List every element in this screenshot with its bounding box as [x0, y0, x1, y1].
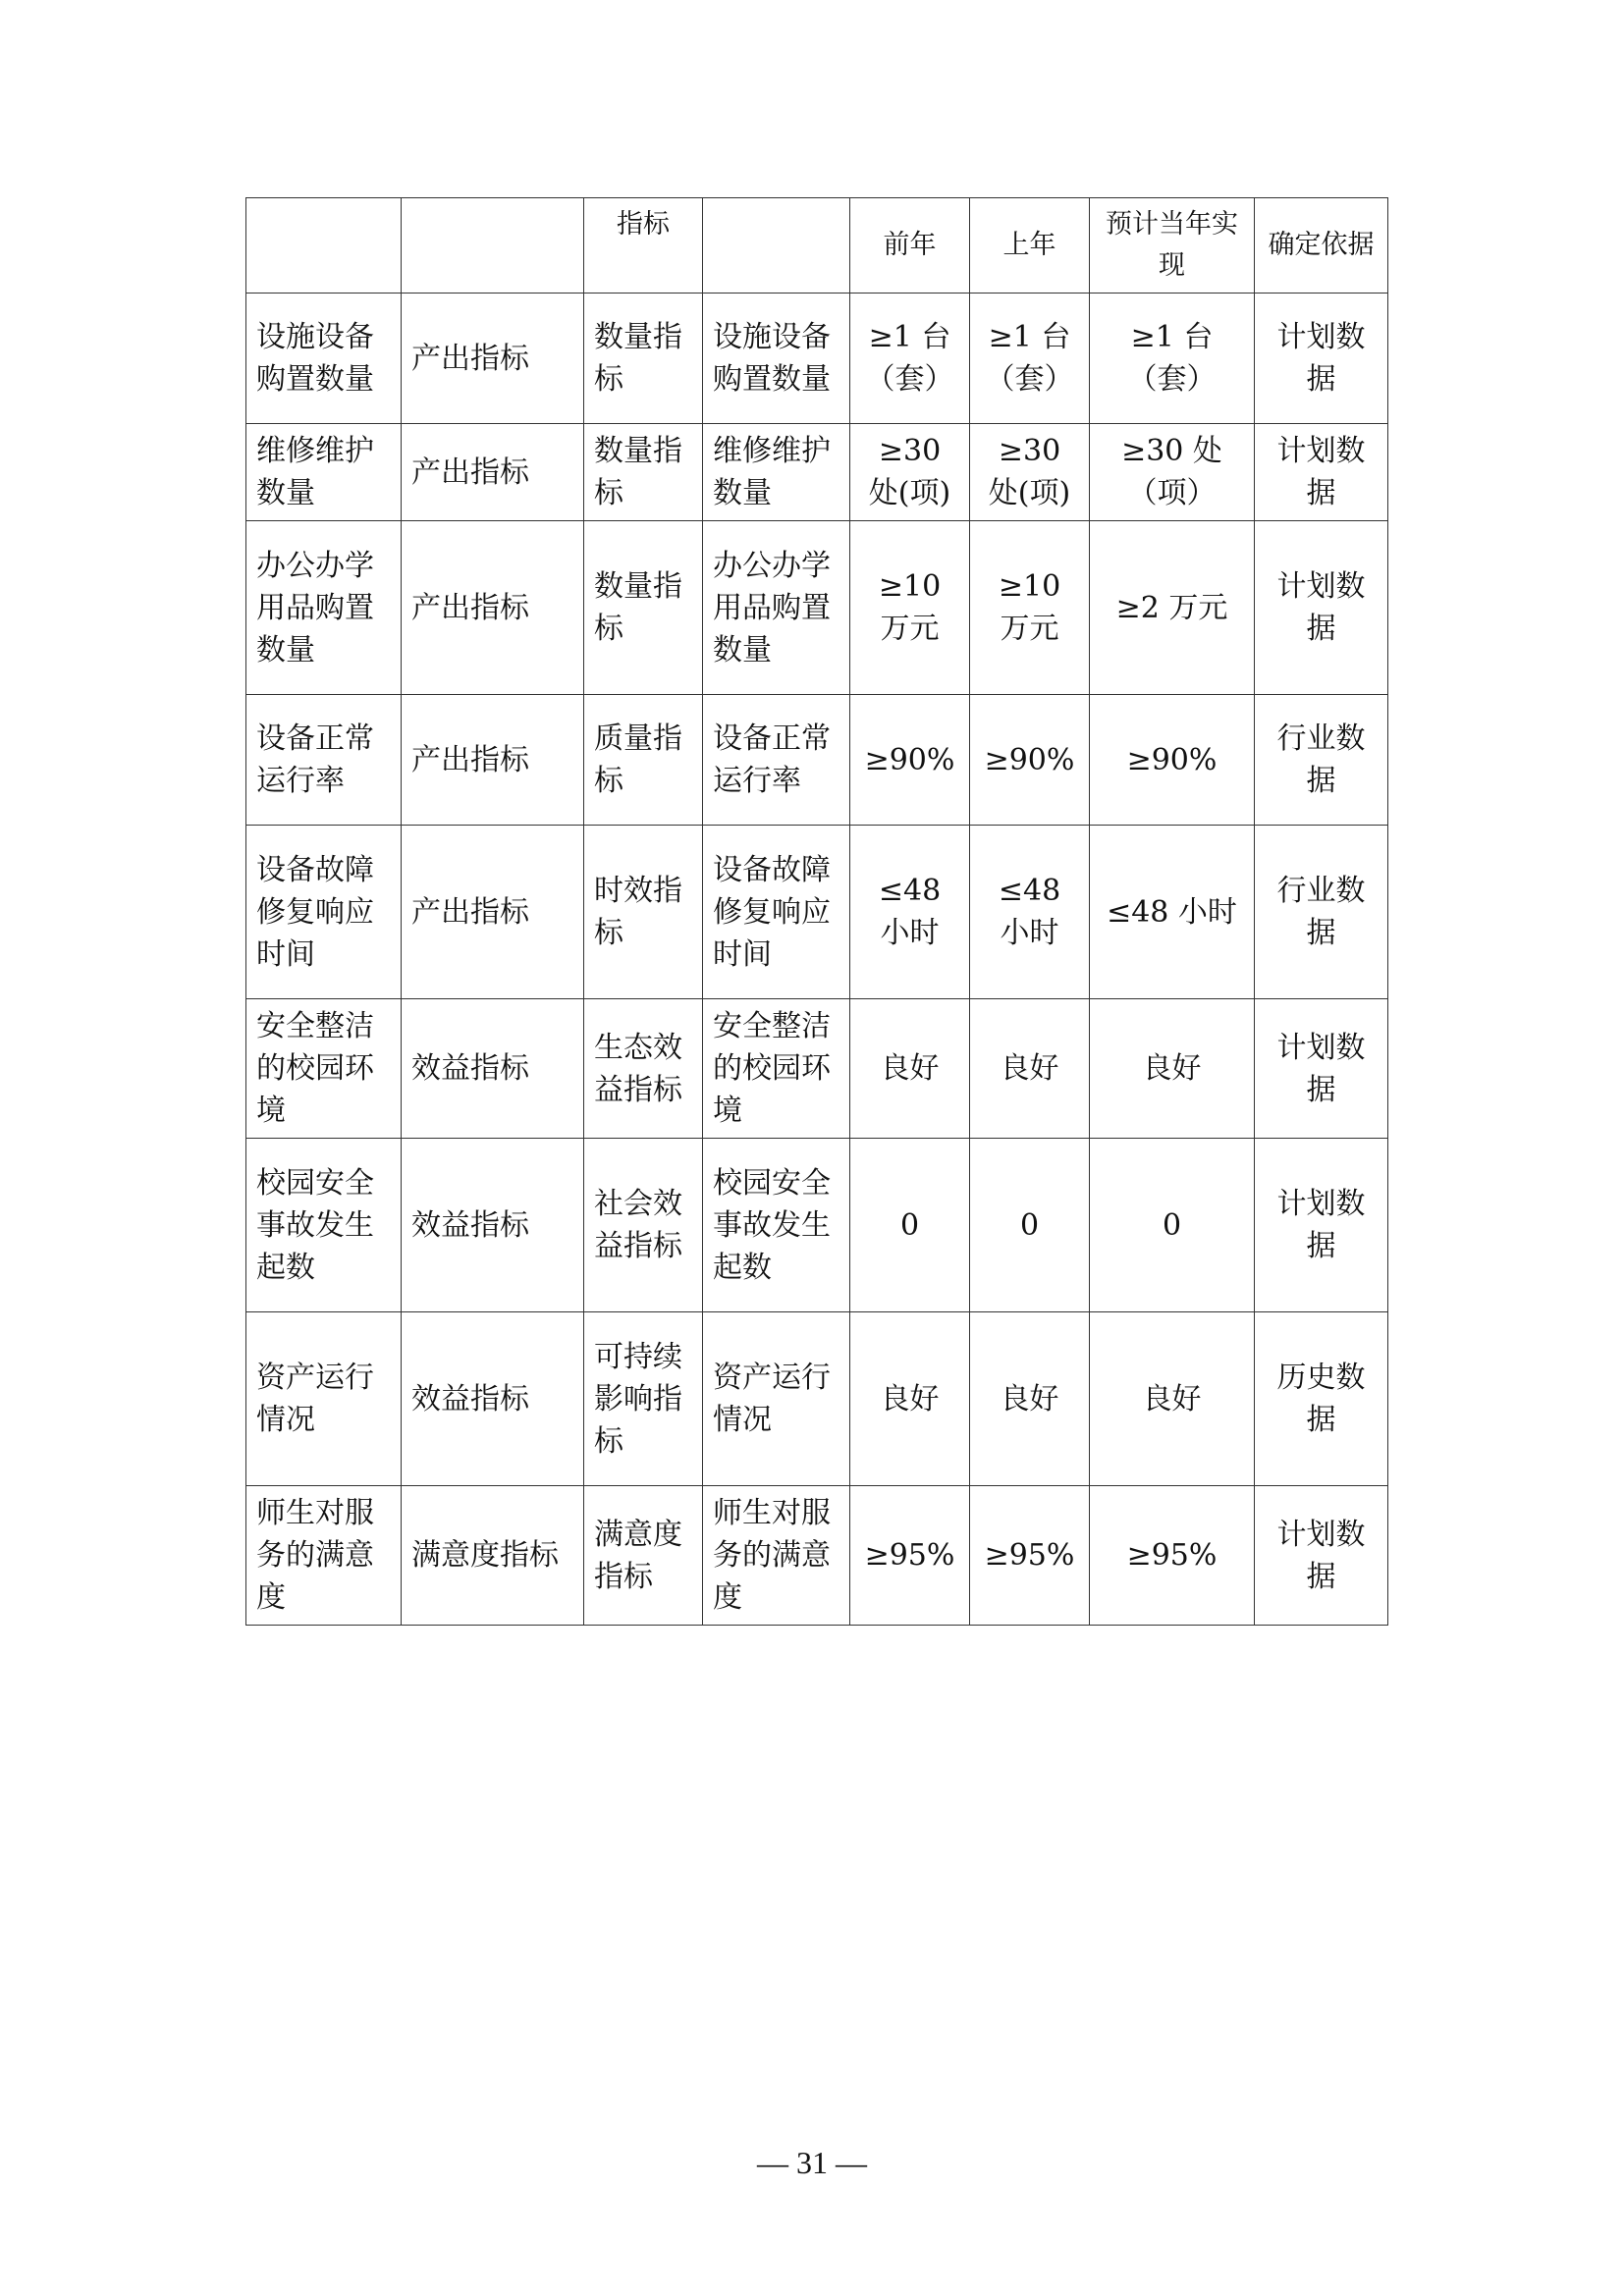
- table-row: [246, 695, 1388, 826]
- indicator-name: 师生对服务的满意度: [246, 1486, 402, 1626]
- level1-indicator: 产出指标: [402, 294, 584, 424]
- header-cell: [402, 198, 584, 294]
- table-row: [246, 1139, 1388, 1312]
- table-row: [246, 424, 1388, 521]
- level2-indicator: 数量指标: [584, 424, 703, 521]
- basis: 计划数据: [1255, 1486, 1388, 1626]
- value-year-before-last: ≥10 万元: [850, 521, 970, 695]
- basis: 行业数据: [1255, 826, 1388, 999]
- value-year-before-last: 良好: [850, 1312, 970, 1486]
- value-last-year: ≥90%: [970, 695, 1090, 826]
- level3-indicator: 办公办学用品购置数量: [703, 521, 850, 695]
- level2-indicator: 满意度指标: [584, 1486, 703, 1626]
- level3-indicator: 安全整洁的校园环境: [703, 999, 850, 1139]
- page-number: — 31 —: [757, 2145, 867, 2180]
- table-row: [246, 826, 1388, 999]
- level3-indicator: 维修维护数量: [703, 424, 850, 521]
- table-row: [246, 1486, 1388, 1626]
- header-cell-indicator: 指标: [584, 198, 703, 294]
- level1-indicator: 效益指标: [402, 1139, 584, 1312]
- value-year-before-last: 良好: [850, 999, 970, 1139]
- basis: 计划数据: [1255, 999, 1388, 1139]
- indicator-name: 设备故障修复响应时间: [246, 826, 402, 999]
- level2-indicator: 社会效益指标: [584, 1139, 703, 1312]
- value-current-year: 0: [1090, 1139, 1255, 1312]
- basis: 行业数据: [1255, 695, 1388, 826]
- header-cell: [703, 198, 850, 294]
- header-cell-basis: 确定依据: [1255, 198, 1388, 294]
- level1-indicator: 效益指标: [402, 999, 584, 1139]
- header-cell: [246, 198, 402, 294]
- level1-indicator: 产出指标: [402, 424, 584, 521]
- level1-indicator: 满意度指标: [402, 1486, 584, 1626]
- basis: 计划数据: [1255, 521, 1388, 695]
- value-current-year: ≥30 处（项）: [1090, 424, 1255, 521]
- value-year-before-last: 0: [850, 1139, 970, 1312]
- indicator-name: 设备正常运行率: [246, 695, 402, 826]
- indicator-name: 办公办学用品购置数量: [246, 521, 402, 695]
- header-cell-year-before-last: 前年: [850, 198, 970, 294]
- table-row: [246, 294, 1388, 424]
- level3-indicator: 校园安全事故发生起数: [703, 1139, 850, 1312]
- value-last-year: 良好: [970, 999, 1090, 1139]
- indicator-name: 维修维护数量: [246, 424, 402, 521]
- value-current-year: ≥95%: [1090, 1486, 1255, 1626]
- level3-indicator: 师生对服务的满意度: [703, 1486, 850, 1626]
- value-last-year: ≥95%: [970, 1486, 1090, 1626]
- basis: 计划数据: [1255, 424, 1388, 521]
- basis: 历史数据: [1255, 1312, 1388, 1486]
- table-row: [246, 999, 1388, 1139]
- level2-indicator: 数量指标: [584, 521, 703, 695]
- level1-indicator: 产出指标: [402, 695, 584, 826]
- value-year-before-last: ≥30 处(项): [850, 424, 970, 521]
- basis: 计划数据: [1255, 1139, 1388, 1312]
- value-last-year: ≥30 处(项): [970, 424, 1090, 521]
- level2-indicator: 生态效益指标: [584, 999, 703, 1139]
- value-current-year: ≥2 万元: [1090, 521, 1255, 695]
- value-last-year: ≤48 小时: [970, 826, 1090, 999]
- indicator-name: 安全整洁的校园环境: [246, 999, 402, 1139]
- value-last-year: 0: [970, 1139, 1090, 1312]
- value-current-year: ≥90%: [1090, 695, 1255, 826]
- value-year-before-last: ≥95%: [850, 1486, 970, 1626]
- header-cell-last-year: 上年: [970, 198, 1090, 294]
- level2-indicator: 时效指标: [584, 826, 703, 999]
- header-cell-current-year: 预计当年实现: [1090, 198, 1255, 294]
- table-row: [246, 1312, 1388, 1486]
- value-current-year: ≥1 台（套）: [1090, 294, 1255, 424]
- level1-indicator: 效益指标: [402, 1312, 584, 1486]
- indicator-name: 校园安全事故发生起数: [246, 1139, 402, 1312]
- performance-indicator-table: [245, 197, 1388, 1626]
- level2-indicator: 质量指标: [584, 695, 703, 826]
- level3-indicator: 设备故障修复响应时间: [703, 826, 850, 999]
- level3-indicator: 设备正常运行率: [703, 695, 850, 826]
- value-year-before-last: ≥1 台（套）: [850, 294, 970, 424]
- level1-indicator: 产出指标: [402, 521, 584, 695]
- value-last-year: ≥10 万元: [970, 521, 1090, 695]
- level1-indicator: 产出指标: [402, 826, 584, 999]
- level2-indicator: 可持续影响指标: [584, 1312, 703, 1486]
- value-last-year: 良好: [970, 1312, 1090, 1486]
- value-current-year: ≤48 小时: [1090, 826, 1255, 999]
- indicator-name: 设施设备购置数量: [246, 294, 402, 424]
- value-current-year: 良好: [1090, 999, 1255, 1139]
- table-row: [246, 521, 1388, 695]
- basis: 计划数据: [1255, 294, 1388, 424]
- level2-indicator: 数量指标: [584, 294, 703, 424]
- table-header-row: [246, 198, 1388, 294]
- level3-indicator: 资产运行情况: [703, 1312, 850, 1486]
- indicator-name: 资产运行情况: [246, 1312, 402, 1486]
- value-year-before-last: ≥90%: [850, 695, 970, 826]
- value-last-year: ≥1 台（套）: [970, 294, 1090, 424]
- level3-indicator: 设施设备购置数量: [703, 294, 850, 424]
- value-current-year: 良好: [1090, 1312, 1255, 1486]
- value-year-before-last: ≤48 小时: [850, 826, 970, 999]
